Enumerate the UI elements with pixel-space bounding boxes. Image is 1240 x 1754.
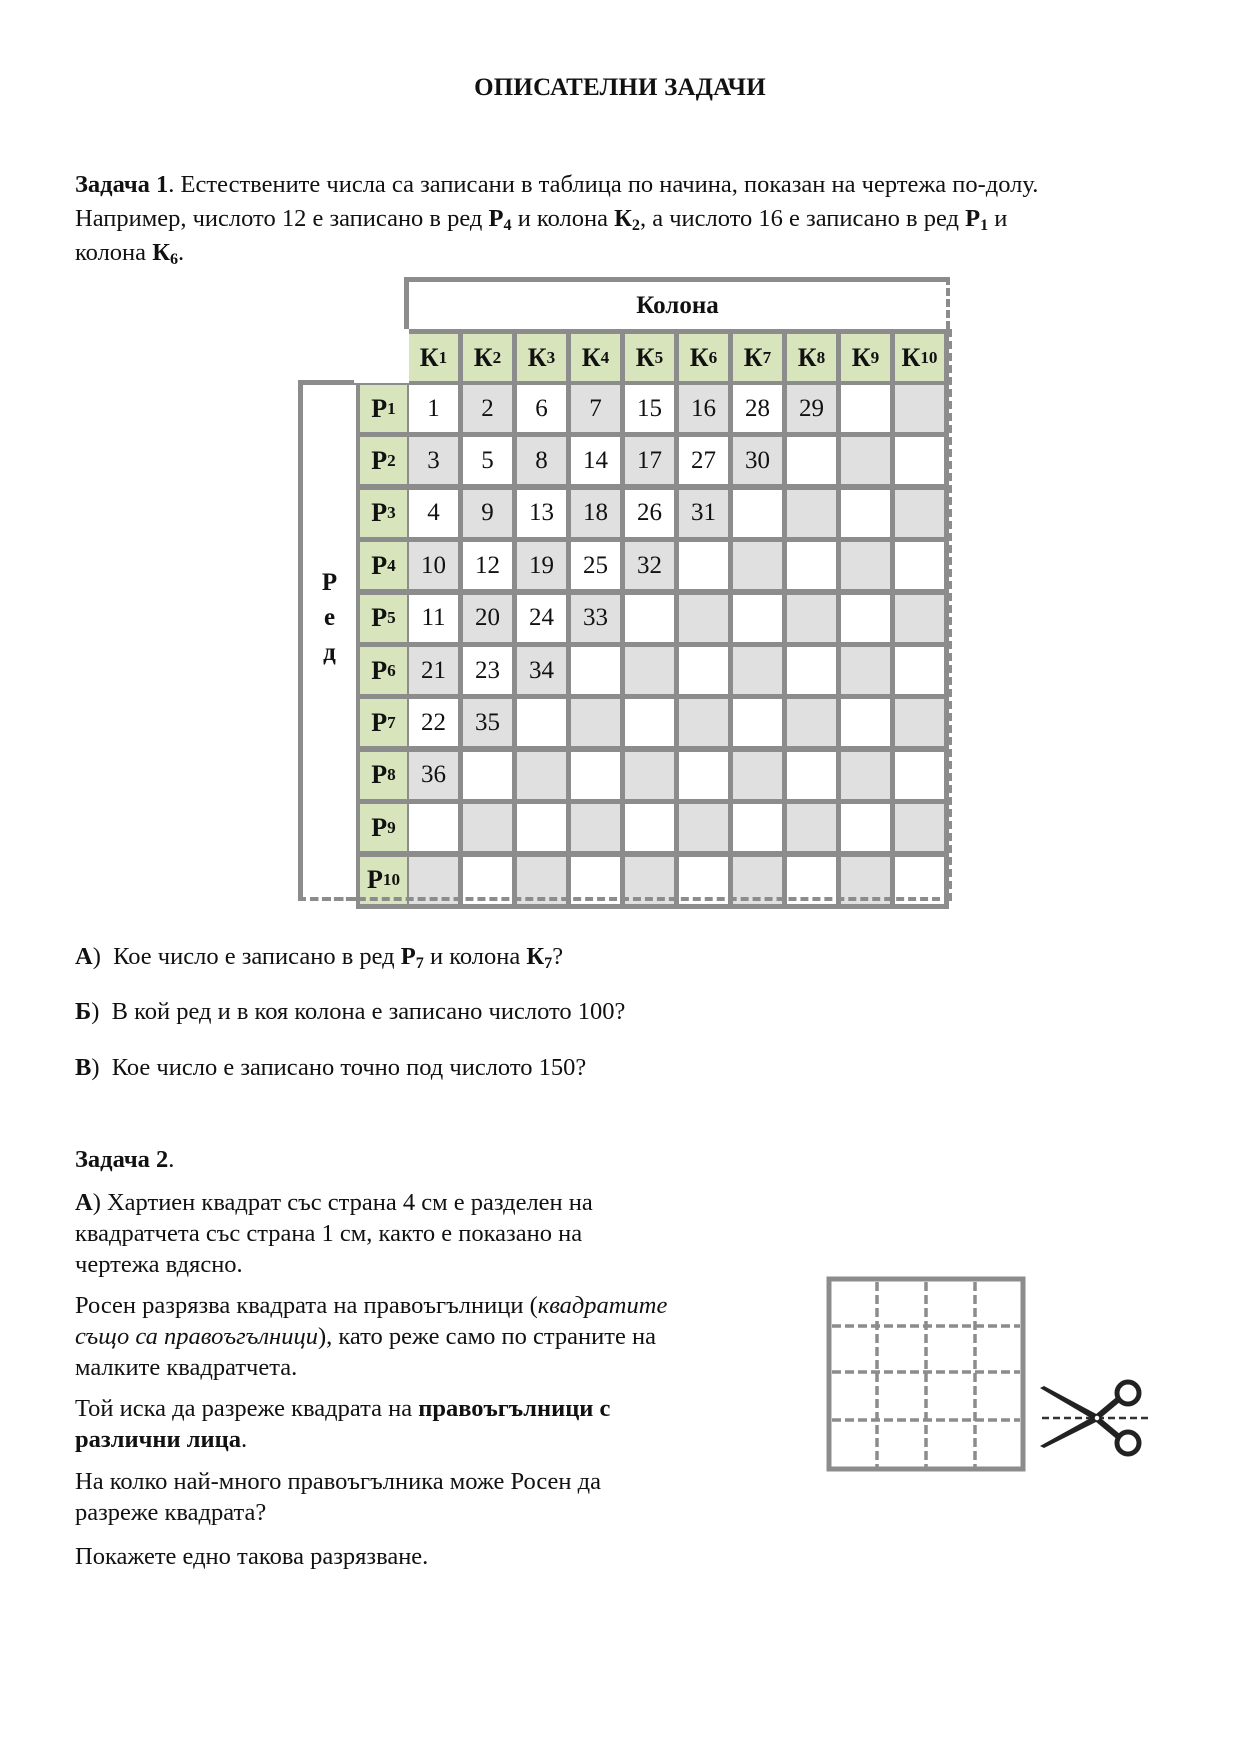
table-cell — [625, 647, 674, 694]
question-text: Кое число е записано в ред — [113, 943, 401, 970]
paragraph-text: . — [241, 1426, 248, 1453]
question-label: В — [75, 1054, 92, 1081]
column-symbol: К — [473, 342, 493, 372]
intro-text: колона — [75, 239, 153, 266]
table-dashed-edge-bottom — [298, 897, 952, 901]
table-cell — [571, 647, 620, 694]
table-cell — [895, 752, 944, 799]
row-index: 4 — [503, 217, 512, 235]
column-symbol: К — [527, 342, 547, 372]
table-cell — [787, 804, 836, 851]
table-cell — [733, 490, 782, 537]
column-symbol: К — [526, 943, 545, 970]
column-index: 2 — [631, 217, 640, 235]
table-cell — [625, 752, 674, 799]
table-cell: 31 — [679, 490, 728, 537]
table-cell: 30 — [733, 437, 782, 484]
table-cell: 17 — [625, 437, 674, 484]
paragraph-text: ), като реже само по страните на — [317, 1323, 656, 1350]
task2-heading-suffix: . — [168, 1146, 175, 1173]
table-cell: 20 — [463, 595, 512, 642]
row-header-r8: Р 8 — [360, 752, 407, 799]
question-b: Б) В кой ред и в коя колона е записано числото 100? — [75, 998, 626, 1025]
table-cell — [679, 699, 728, 746]
table-cell — [733, 542, 782, 589]
question-text: Кое число е записано точно под числото 150? — [111, 1054, 587, 1081]
column-header-k7: К 7 — [733, 334, 782, 381]
column-header-k8: К 8 — [787, 334, 836, 381]
question-text: ? — [552, 943, 564, 970]
paragraph-text: разреже квадрата? — [75, 1499, 267, 1526]
number-table — [298, 277, 954, 901]
table-cell — [841, 437, 890, 484]
question-a: А) Кое число е записано в ред $Р_7$ и колона $К_7$? — [75, 943, 564, 973]
table-cell: 11 — [409, 595, 458, 642]
column-symbol: К — [419, 342, 439, 372]
row-index: 1 — [980, 217, 989, 235]
table-cell: 19 — [517, 542, 566, 589]
table-cell: 14 — [571, 437, 620, 484]
row-header-r7: Р 7 — [360, 699, 407, 746]
row-index: 7 — [415, 955, 424, 973]
intro-text: . — [178, 239, 185, 266]
paragraph-text: чертежа вдясно. — [75, 1251, 243, 1278]
table-cell — [679, 595, 728, 642]
task2-paragraph-4 — [75, 1466, 601, 1528]
table-cell — [733, 752, 782, 799]
column-symbol: К — [614, 205, 632, 232]
table-cell: 13 — [517, 490, 566, 537]
table-cell: 18 — [571, 490, 620, 537]
table-cell — [895, 699, 944, 746]
table-cell — [733, 804, 782, 851]
column-header-k3: К 3 — [517, 334, 566, 381]
table-cell: 29 — [787, 385, 836, 432]
row-group-letter: д — [323, 639, 336, 666]
table-cell — [787, 647, 836, 694]
column-symbol: К — [635, 342, 655, 372]
column-index: 7 — [544, 955, 553, 973]
scissors-icon — [1040, 1378, 1150, 1458]
task2-paragraph-5: Покажете едно такова разрязване. — [75, 1543, 429, 1570]
table-dashed-edge-right — [948, 329, 952, 901]
table-cell — [787, 437, 836, 484]
row-group-header — [298, 380, 356, 901]
question-text: и колона — [423, 943, 527, 970]
column-header-k6: К 6 — [679, 334, 728, 381]
paragraph-text: ) Хартиен квадрат със страна 4 см е разделен на — [92, 1189, 593, 1216]
table-cell: 25 — [571, 542, 620, 589]
table-cell: 23 — [463, 647, 512, 694]
column-index: 6 — [169, 251, 179, 269]
column-symbol: К — [851, 342, 871, 372]
paragraph-text: квадратчета със страна 1 см, както е показано на — [75, 1220, 583, 1247]
column-symbol: К — [152, 239, 170, 266]
table-cell — [463, 804, 512, 851]
table-cell — [841, 647, 890, 694]
task1-intro-line1 — [75, 168, 1038, 202]
row-group-label — [303, 565, 356, 670]
intro-text: и колона — [511, 205, 615, 232]
task2-heading — [75, 1143, 174, 1177]
table-cell: 36 — [409, 752, 458, 799]
paragraph-text: Той иска да разреже квадрата на — [75, 1395, 419, 1422]
table-cell — [463, 752, 512, 799]
table-cell: 15 — [625, 385, 674, 432]
column-header-k10: К 10 — [895, 334, 944, 381]
table-cell — [733, 595, 782, 642]
column-symbol: К — [743, 342, 763, 372]
task2-heading-text: Задача 2 — [75, 1146, 169, 1173]
table-cell — [733, 699, 782, 746]
table-cell: 24 — [517, 595, 566, 642]
row-symbol: Р — [371, 393, 388, 423]
row-header-r1: Р 1 — [360, 385, 407, 432]
table-cell: 34 — [517, 647, 566, 694]
table-cell: 5 — [463, 437, 512, 484]
paragraph-text: Росен разрязва квадрата на правоъгълници ( — [75, 1292, 538, 1319]
question-label: Б — [75, 998, 92, 1025]
question-c: В) Кое число е записано точно под числото 150? — [75, 1054, 587, 1081]
paragraph-text: малките квадратчета. — [75, 1354, 298, 1381]
table-cell: 27 — [679, 437, 728, 484]
table-cell — [841, 804, 890, 851]
table-corner — [354, 329, 409, 383]
table-cell: 26 — [625, 490, 674, 537]
table-cell: 3 — [409, 437, 458, 484]
column-group-header: Колона — [404, 277, 950, 329]
table-cell — [787, 595, 836, 642]
table-cell — [841, 385, 890, 432]
table-cell — [841, 595, 890, 642]
table-cell: 16 — [679, 385, 728, 432]
table-cell — [625, 595, 674, 642]
table-cell — [895, 385, 944, 432]
column-symbol: К — [797, 342, 817, 372]
table-cell — [895, 542, 944, 589]
question-text: В кой ред и в коя колона е записано числото 100? — [111, 998, 626, 1025]
paragraph-text: На колко най-много правоъгълника може Росен да — [75, 1468, 601, 1495]
row-symbol: Р — [371, 760, 388, 790]
intro-text: , а числото 16 е записано в ред — [639, 205, 966, 232]
table-cell — [787, 752, 836, 799]
table-cell: 35 — [463, 699, 512, 746]
row-symbol: Р — [371, 445, 388, 475]
column-symbol: К — [901, 342, 921, 372]
column-header-k9: К 9 — [841, 334, 890, 381]
row-symbol: Р — [371, 707, 388, 737]
table-cell — [841, 752, 890, 799]
row-header-r4: Р 4 — [360, 542, 407, 589]
row-symbol: Р — [371, 603, 388, 633]
column-symbol: К — [689, 342, 709, 372]
row-symbol: Р — [371, 812, 388, 842]
intro-text: Например, числото 12 е записано в ред — [75, 205, 489, 232]
table-cell — [841, 699, 890, 746]
table-cell — [787, 542, 836, 589]
row-symbol: Р — [371, 550, 388, 580]
table-cell — [625, 699, 674, 746]
intro-text: и — [988, 205, 1008, 232]
row-symbol: Р — [371, 655, 388, 685]
row-header-r5: Р 5 — [360, 595, 407, 642]
table-cell — [787, 699, 836, 746]
table-cell — [679, 752, 728, 799]
table-cell — [409, 804, 458, 851]
table-cell — [895, 647, 944, 694]
task1-intro-line3 — [75, 236, 184, 270]
row-symbol: Р — [965, 205, 981, 232]
row-header-r9: Р 9 — [360, 804, 407, 851]
column-header-k1: К 1 — [409, 334, 458, 381]
table-cell: 2 — [463, 385, 512, 432]
task1-intro-line2 — [75, 202, 1007, 236]
row-symbol: Р — [488, 205, 504, 232]
table-cell: 1 — [409, 385, 458, 432]
table-cell — [679, 804, 728, 851]
table-cell — [895, 437, 944, 484]
row-header-r6: Р 6 — [360, 647, 407, 694]
table-cell — [895, 804, 944, 851]
grid-square-icon — [826, 1276, 1026, 1472]
row-symbol: Р — [400, 943, 416, 970]
row-symbol: Р — [371, 498, 388, 528]
table-cell: 28 — [733, 385, 782, 432]
table-cell: 33 — [571, 595, 620, 642]
row-group-letter: Р — [321, 569, 338, 596]
task2-part-a — [75, 1187, 593, 1280]
question-label: А — [75, 943, 93, 970]
italic-note: квадратите — [537, 1292, 668, 1319]
column-symbol: К — [581, 342, 601, 372]
table-cell: 12 — [463, 542, 512, 589]
row-symbol: Р — [366, 865, 383, 895]
table-cell — [895, 595, 944, 642]
table-cell: 22 — [409, 699, 458, 746]
table-cell — [571, 752, 620, 799]
italic-note: също са правоъгълници — [75, 1323, 318, 1350]
task1-intro-text: . Естествените числа са записани в таблица по начина, показан на чертежа по-долу. — [168, 171, 1039, 198]
table-cell — [841, 490, 890, 537]
row-header-r3: Р 3 — [360, 490, 407, 537]
table-cell: 21 — [409, 647, 458, 694]
table-cell — [679, 542, 728, 589]
table-cell: 6 — [517, 385, 566, 432]
task2-paragraph-2 — [75, 1290, 667, 1383]
page-title: ОПИСАТЕЛНИ ЗАДАЧИ — [474, 74, 766, 101]
table-cell — [517, 752, 566, 799]
table-cell — [625, 804, 674, 851]
table-cell: 7 — [571, 385, 620, 432]
column-header-k5: К 5 — [625, 334, 674, 381]
table-cell: 4 — [409, 490, 458, 537]
table-cell — [571, 699, 620, 746]
table-cell: 8 — [517, 437, 566, 484]
row-group-letter: е — [323, 604, 336, 631]
table-cell — [517, 804, 566, 851]
column-header-k2: К 2 — [463, 334, 512, 381]
row-header-r10: Р 10 — [360, 857, 407, 904]
table-cell: 9 — [463, 490, 512, 537]
task1-heading: Задача 1 — [75, 171, 169, 198]
table-cell — [895, 490, 944, 537]
bold-text: различни лица — [75, 1426, 241, 1453]
column-header-k4: К 4 — [571, 334, 620, 381]
table-cell: 32 — [625, 542, 674, 589]
table-cell — [841, 542, 890, 589]
table-cell — [679, 647, 728, 694]
table-cell: 10 — [409, 542, 458, 589]
part-label: А — [75, 1189, 93, 1216]
bold-text: правоъгълници с — [418, 1395, 611, 1422]
table-cell — [571, 804, 620, 851]
table-cell — [517, 699, 566, 746]
table-cell — [787, 490, 836, 537]
row-header-r2: Р 2 — [360, 437, 407, 484]
table-cell — [733, 647, 782, 694]
task2-paragraph-3 — [75, 1393, 610, 1455]
